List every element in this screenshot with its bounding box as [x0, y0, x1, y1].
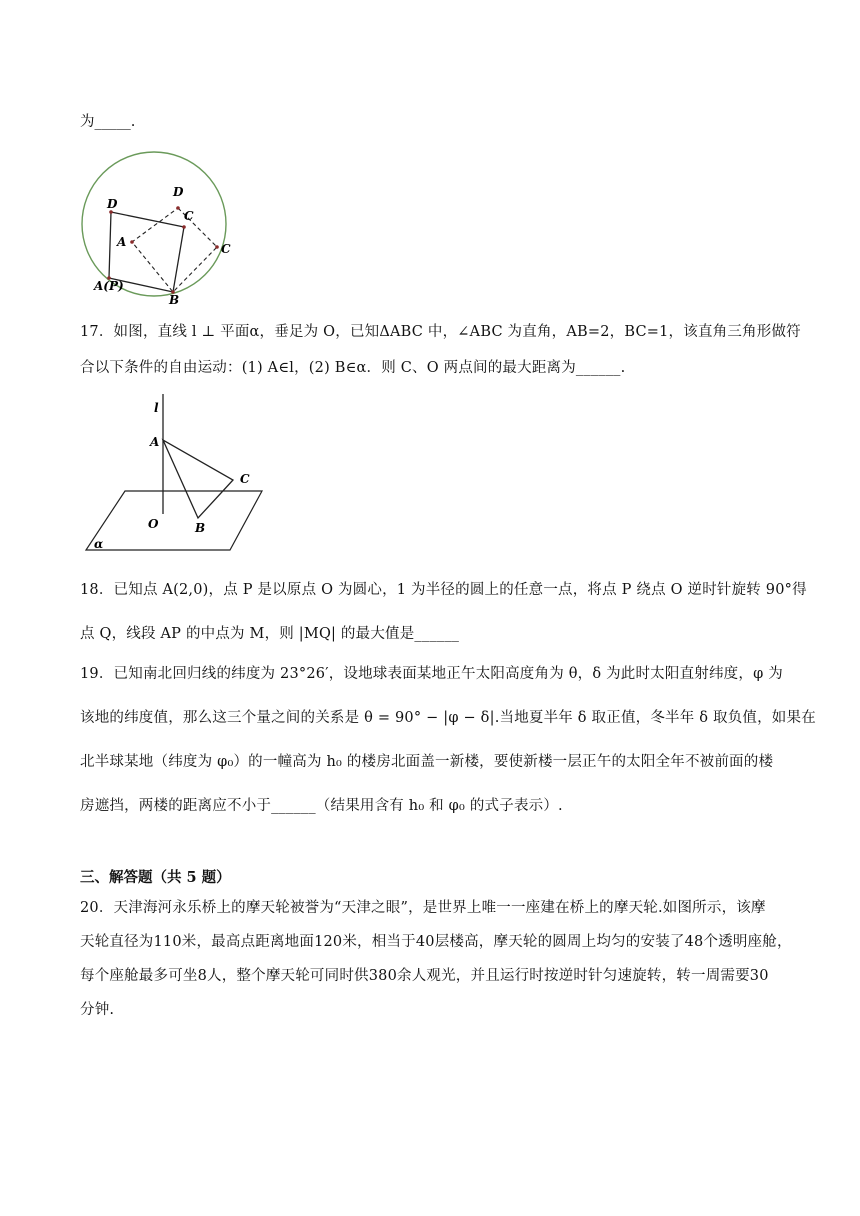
label-c1: C — [184, 209, 194, 223]
label-a1: A — [117, 235, 127, 249]
q17-line2: 合以下条件的自由运动：(1) A∈l，(2) B∈α．则 C、O 两点间的最大距离为______. — [80, 360, 626, 376]
plane-alpha — [86, 491, 262, 550]
label-d2: D — [173, 185, 184, 199]
label-c2: C — [221, 242, 231, 256]
figure-line-plane — [80, 394, 280, 558]
q16-tail: 为_____. — [80, 114, 136, 130]
label-alpha: α — [94, 537, 104, 551]
label-d1: D — [107, 197, 118, 211]
q17-line1: 17．如图，直线 l ⊥ 平面α，垂足为 O，已知ΔABC 中，∠ABC 为直角，AB=2，BC=1，该直角三角形做符 — [80, 324, 801, 340]
triangle-abc — [163, 440, 233, 518]
label-l: l — [154, 401, 159, 415]
q20-line2: 天轮直径为110米，最高点距离地面120米，相当于40层楼高，摩天轮的圆周上均匀的安装了48个透明座舱， — [80, 934, 792, 950]
label-b: B — [169, 293, 180, 306]
label-a2: A(P) — [94, 279, 124, 293]
q18-line1: 18．已知点 A(2,0)，点 P 是以原点 O 为圆心，1 为半径的圆上的任意一点，将点 P 绕点 O 逆时针旋转 90°得 — [80, 582, 807, 598]
q20-line3: 每个座舱最多可坐8人，整个摩天轮可同时供380余人观光，并且运行时按逆时针匀速旋转，转一周需要30 — [80, 968, 769, 984]
label-c: C — [240, 472, 250, 486]
circle — [82, 152, 226, 296]
q19-line4: 房遮挡，两楼的距离应不小于______（结果用含有 h₀ 和 φ₀ 的式子表示）. — [80, 798, 563, 814]
q20-line4: 分钟. — [80, 1002, 115, 1018]
q19-line1: 19．已知南北回归线的纬度为 23°26′，设地球表面某地正午太阳高度角为 θ，δ 为此时太阳直射纬度，φ 为 — [80, 666, 783, 682]
q19-line3: 北半球某地（纬度为 φ₀）的一幢高为 h₀ 的楼房北面盖一新楼，要使新楼一层正午的太阳全年不被前面的楼 — [80, 754, 774, 770]
q20-line1: 20．天津海河永乐桥上的摩天轮被誉为“天津之眼”，是世界上唯一一座建在桥上的摩天轮.如图所示，该摩 — [80, 900, 766, 916]
section-title: 三、解答题（共 5 题） — [80, 869, 231, 886]
figure-circle-square — [74, 150, 244, 306]
label-a: A — [150, 435, 160, 449]
q19-line2: 该地的纬度值，那么这三个量之间的关系是 θ = 90° − |φ − δ|.当地夏半年 δ 取正值，冬半年 δ 取负值，如果在 — [80, 710, 816, 726]
label-o: O — [148, 517, 159, 531]
q18-line2: 点 Q，线段 AP 的中点为 M，则 |MQ| 的最大值是______ — [80, 626, 460, 642]
label-b: B — [195, 521, 206, 535]
